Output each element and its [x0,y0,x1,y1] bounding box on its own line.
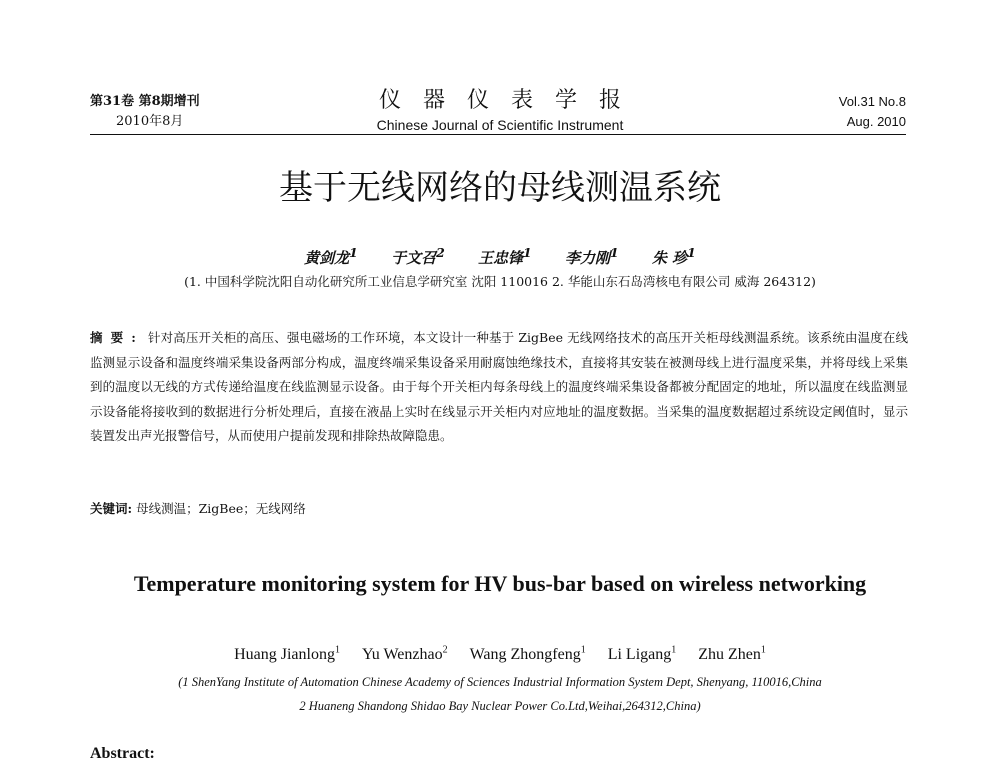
author-en: Wang Zhongfeng$^1$ [469,645,586,664]
keywords-label-cn: 关键词: [90,501,133,516]
author-en: Huang Jianlong$^1$ [234,645,340,664]
keywords-text-cn: 母线测温；ZigBee；无线网络 [136,501,306,516]
volume-issue-cn: 第31卷 第8期增刊 [90,94,200,109]
journal-name-en: Chinese Journal of Scientific Instrument [376,117,624,133]
author-list-en [0,640,1000,666]
abstract-cn [90,326,908,449]
author-cn: 于文召$^2$ [391,245,445,267]
journal-name-cn: 仪器仪表学报 [378,88,643,113]
abstract-label-cn: 摘要: [90,330,144,345]
author-en: Yu Wenzhao$^2$ [361,645,448,664]
keywords-cn [90,498,908,520]
affiliation-en [0,670,1000,718]
abstract-label-en: Abstract: [90,745,155,762]
author-en: Li Ligang$^1$ [607,645,677,664]
affiliation-en-line-2: 2 Huaneng Shandong Shidao Bay Nuclear Power Co.Ltd,Weihai,264312,China) [299,699,701,713]
author-cn: 黄剑龙$^1$ [304,245,358,267]
author-list-cn [0,242,1000,269]
header-rule [90,134,906,135]
author-cn: 李力刚$^1$ [564,245,619,267]
author-en: Zhu Zhen$^1$ [698,645,766,664]
author-cn: 朱 珍$^1$ [651,245,696,267]
affiliation-en-line-1: (1 ShenYang Institute of Automation Chinese Academy of Sciences Industrial Information System Dept, Shenyang, 110016,China [178,675,822,689]
volume-issue-en: Vol.31 No.8 [838,94,906,109]
paper-title-cn: 基于无线网络的母线测温系统 [279,168,721,208]
paper-title-en: Temperature monitoring system for HV bus-bar based on wireless networking [133,571,867,596]
affiliation-cn: (1. 中国科学院沈阳自动化研究所工业信息学研究室 沈阳 110016 2. 华能山东石岛湾核电有限公司 威海 264312) [184,274,816,289]
abstract-text-cn: 针对高压开关柜的高压、强电磁场的工作环境，本文设计一种基于 ZigBee 无线网络技术的高压开关柜母线测温系统。该系统由温度在线监测显示设备和温度终端采集设备两部分构成，温度终端采集设备采用耐腐蚀绝缘技术，直接将其安装在被测母线上进行温度采集，并将母线上采集到的温度以无线的方式传递给温度在线监测显示设备。由于每个开关柜内每条母线上的温度终端采集设备都被分配固定的地址，所以温度在线监测显示设备能将接收到的数据进行分析处理后，直接在液晶上实时在线显示开关柜内对应地址的温度数据。当采集的温度数据超过系统设定阈值时，显示装置发出声光报警信号，从而使用户提前发现和排除热故障隐患。 [90,330,908,443]
date-en: Aug. 2010 [846,114,906,129]
date-cn: 2010年8月 [116,114,184,129]
author-cn: 王忠锋$^1$ [478,245,532,267]
journal-volume-en [839,92,906,132]
